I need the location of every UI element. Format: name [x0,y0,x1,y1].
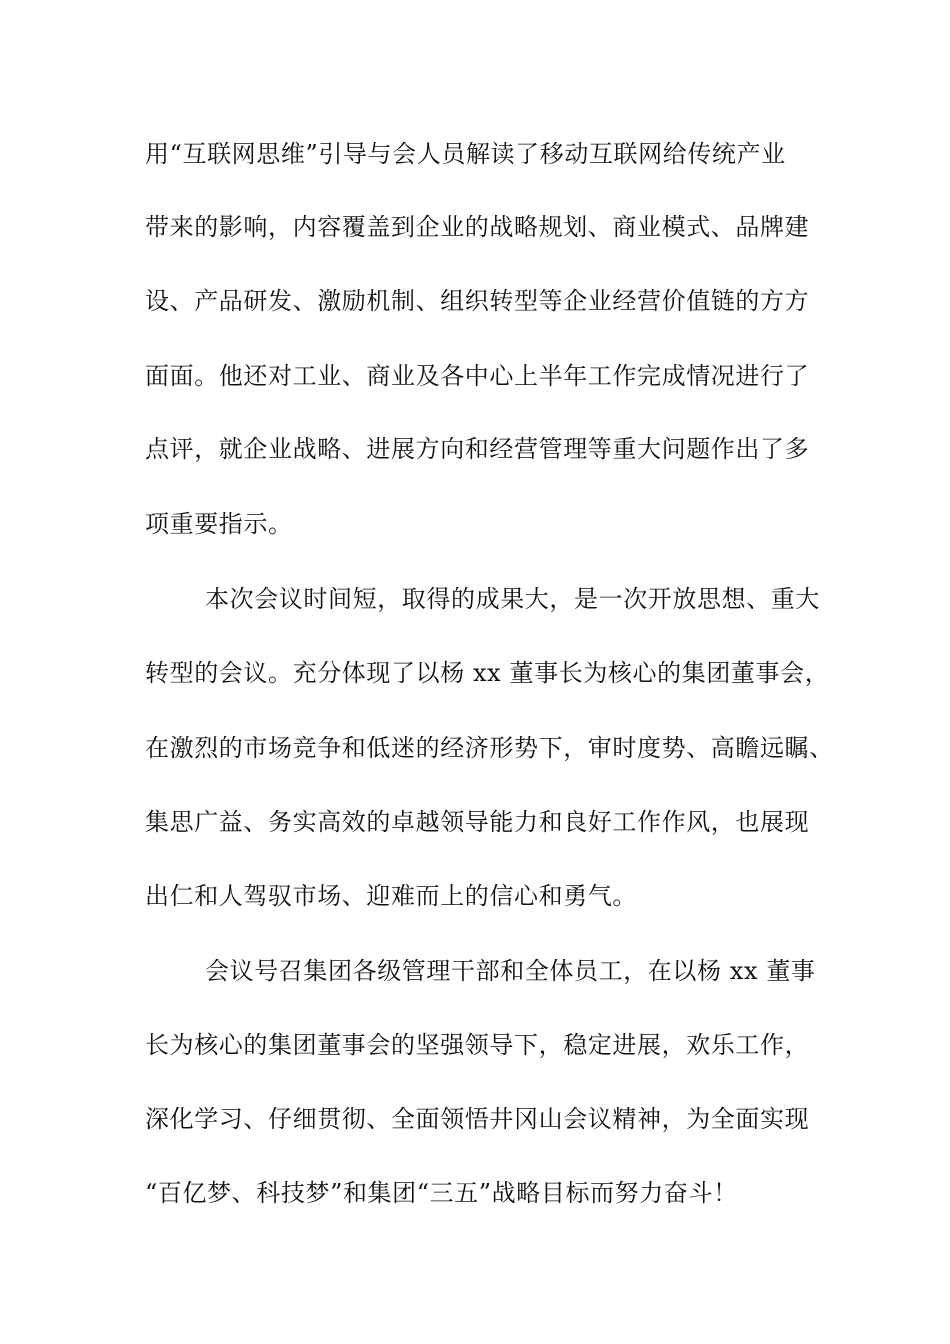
paragraph-2-line-1: 本次会议时间短，取得的成果大，是一次开放思想、重大 [205,585,820,613]
paragraph-3-line-1: 会议号召集团各级管理干部和全体员工，在以杨 xx 董事 [205,957,816,985]
paragraph-1-line-2: 带来的影响，内容覆盖到企业的战略规划、商业模式、品牌建 [145,213,810,241]
paragraph-2-line-2: 转型的会议。充分体现了以杨 xx 董事长为核心的集团董事会， [145,659,830,687]
paragraph-1-line-1: 用“互联网思维”引导与会人员解读了移动互联网给传统产业 [145,140,786,168]
paragraph-1-line-3: 设、产品研发、激励机制、组织转型等企业经营价值链的方方 [145,287,810,315]
paragraph-3-line-3: 深化学习、仔细贯彻、全面领悟井冈山会议精神，为全面实现 [145,1105,810,1133]
paragraph-2-line-5: 出仁和人驾驭市场、迎难而上的信心和勇气。 [145,882,637,910]
paragraph-3-line-4: “百亿梦、科技梦”和集团“三五”战略目标而努力奋斗！ [145,1179,738,1207]
paragraph-1-line-6: 项重要指示。 [145,510,293,538]
paragraph-3-line-2: 长为核心的集团董事会的坚强领导下，稳定进展，欢乐工作， [145,1031,810,1059]
paragraph-1-line-5: 点评，就企业战略、进展方向和经营管理等重大问题作出了多 [145,435,810,463]
paragraph-2-line-4: 集思广益、务实高效的卓越领导能力和良好工作作风，也展现 [145,808,810,836]
paragraph-1-line-4: 面面。他还对工业、商业及各中心上半年工作完成情况进行了 [145,362,810,390]
paragraph-2-line-3: 在激烈的市场竞争和低迷的经济形势下，审时度势、高瞻远瞩、 [145,734,834,762]
